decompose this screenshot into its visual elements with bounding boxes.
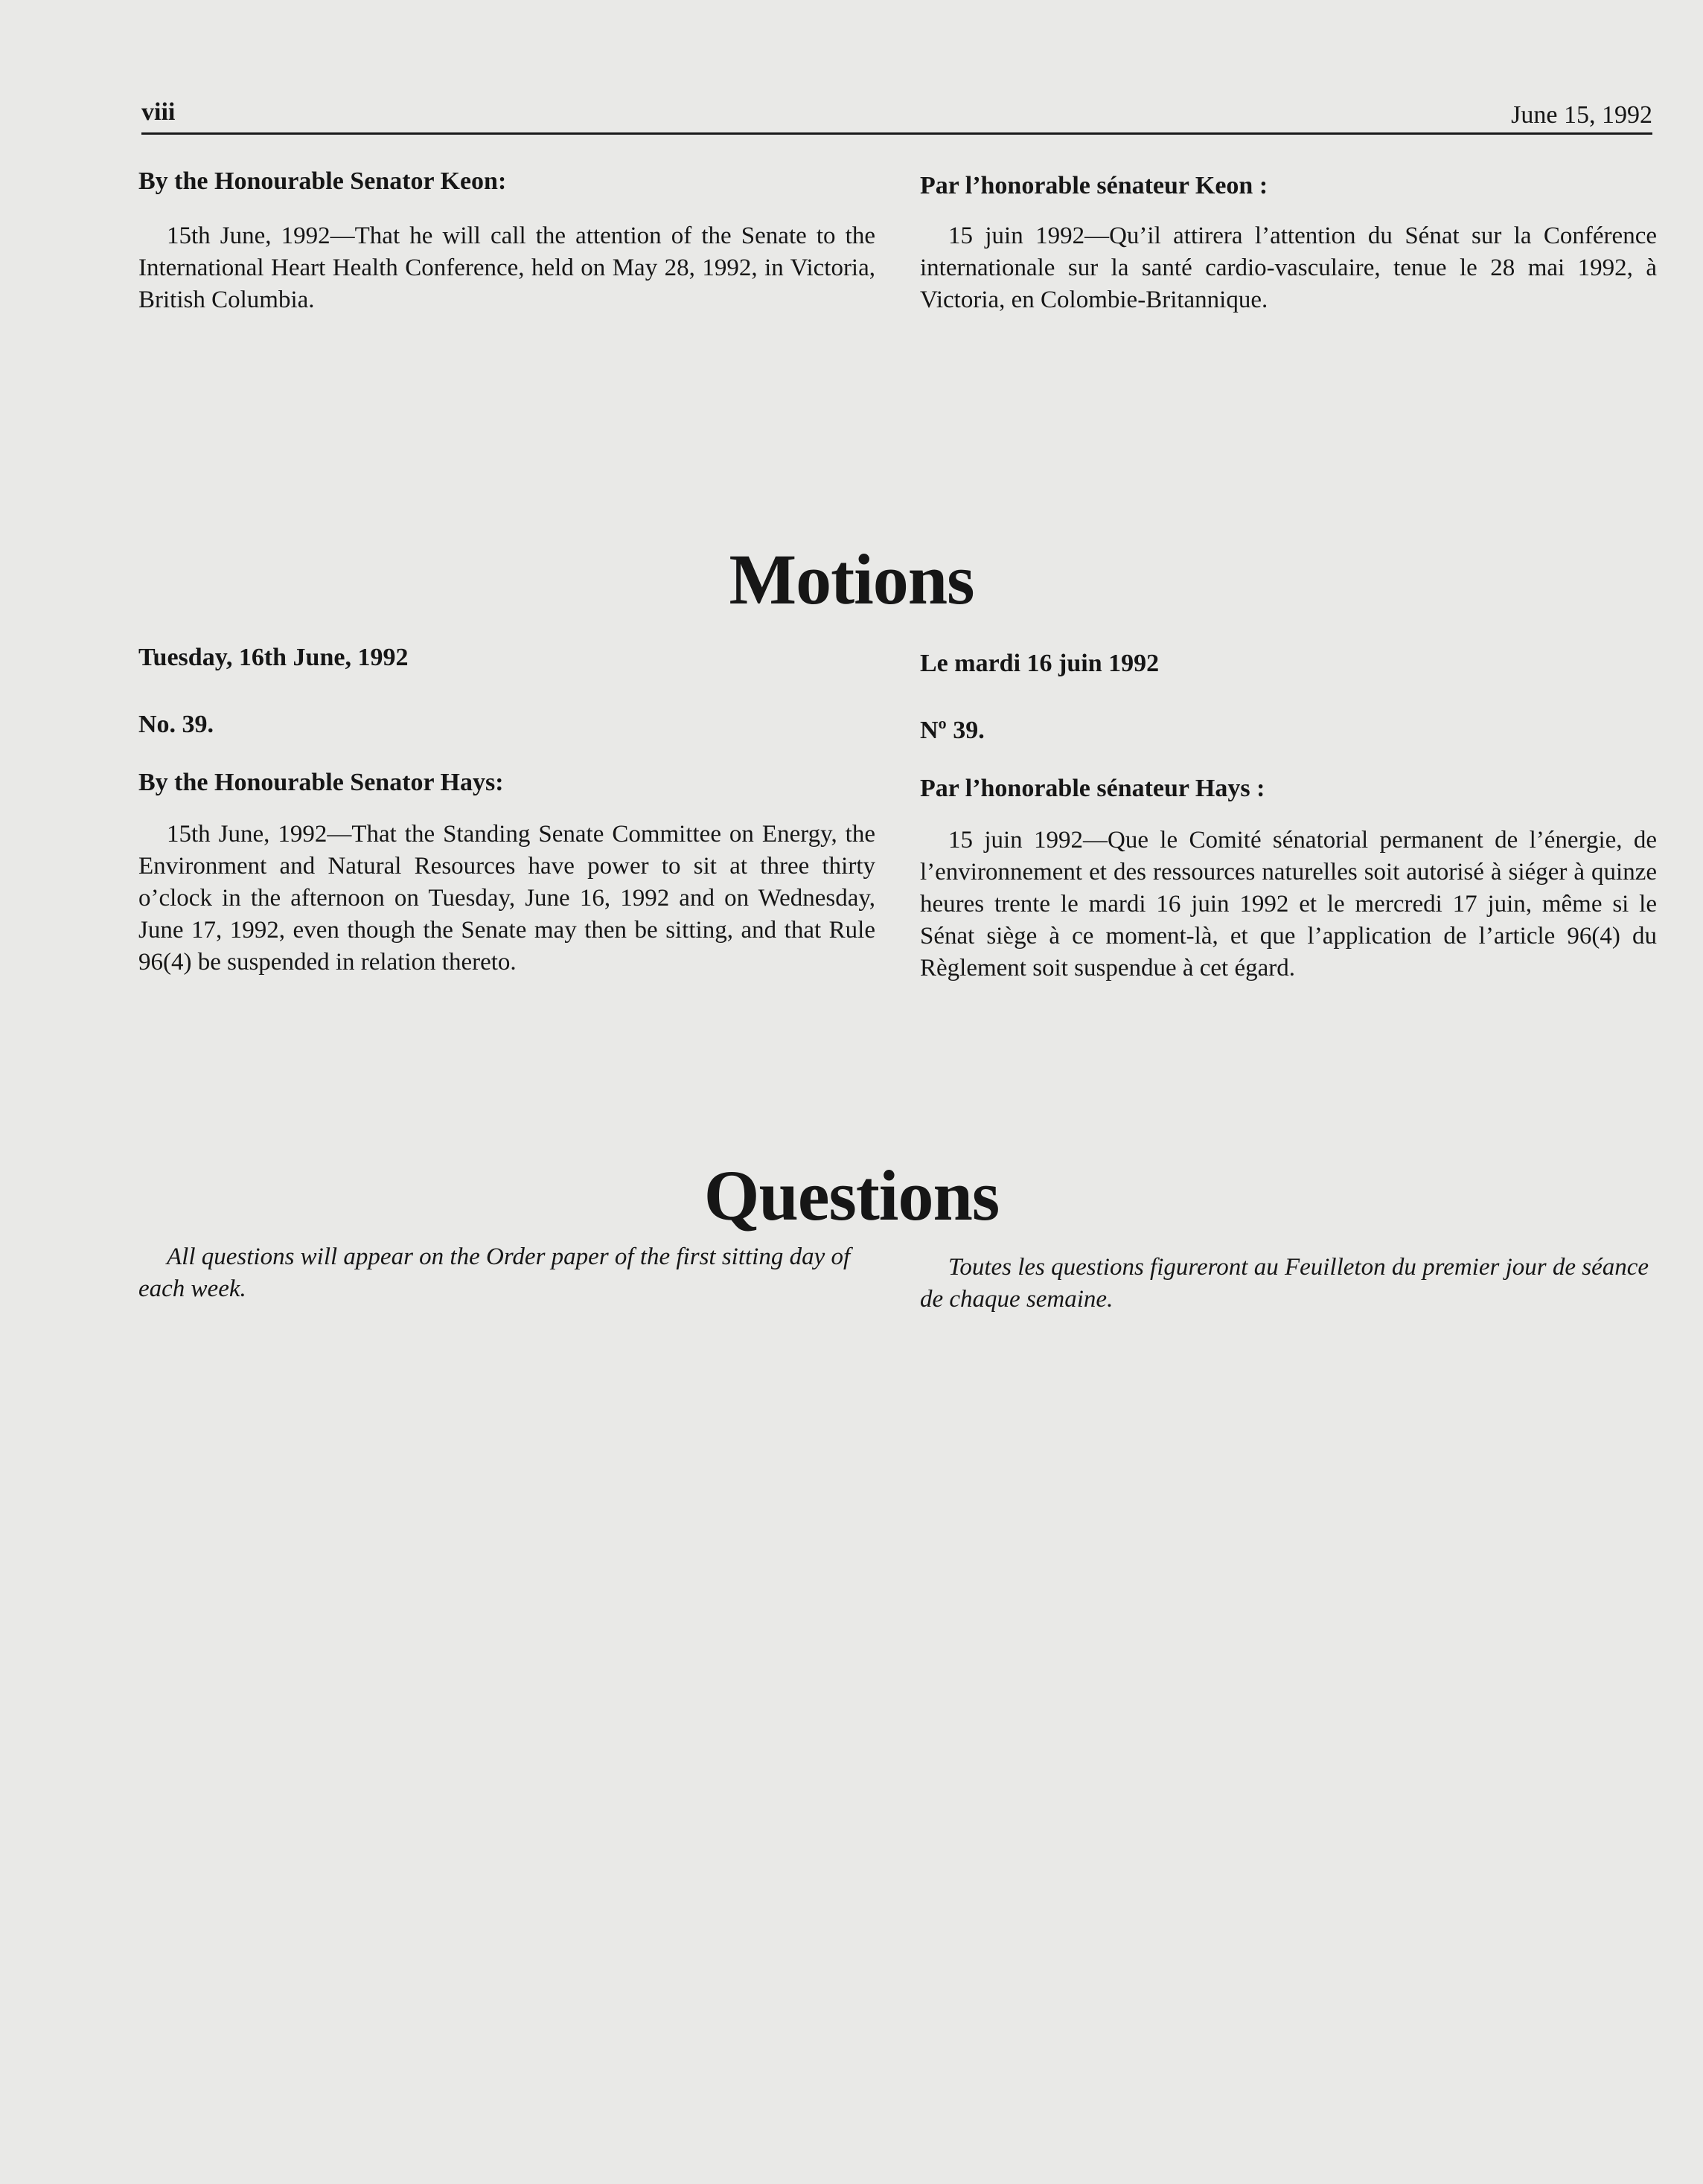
- page-number: viii: [141, 98, 176, 126]
- running-head: [141, 98, 1652, 135]
- motion-heading-fr: Par l’honorable sénateur Hays :: [920, 775, 1265, 802]
- questions-title: Questions: [703, 1156, 1000, 1235]
- motion-date-fr: Le mardi 16 juin 1992: [920, 650, 1160, 677]
- motion-number-fr: Nº 39.: [920, 717, 985, 744]
- questions-note-fr-block: [920, 1252, 1657, 1316]
- motion-text-fr: 15 juin 1992—Que le Comité sénatorial permanent de l’énergie, de l’environnement et des ressources naturelles soit autorisé à siéger à quinze heures trente le mardi 16 juin 1992 et le mercredi 17 juin, même si le Sénat siège à ce moment-là, et que l’application de l’article 96(4) du Règlement soit suspendue à cet égard.: [920, 827, 1657, 981]
- keon-notice-fr: [920, 170, 1657, 316]
- motion-heading-en: By the Honourable Senator Hays:: [138, 769, 504, 796]
- keon-text-fr: 15 juin 1992—Qu’il attirera l’attention du Sénat sur la Conférence internationale sur la santé cardio-vasculaire, tenue le 28 mai 1992, à Victoria, en Colombie-Britannique.: [920, 222, 1657, 313]
- keon-notice-en: [138, 165, 875, 316]
- keon-heading-en: By the Honourable Senator Keon:: [138, 167, 507, 195]
- motion-text-en: 15th June, 1992—That the Standing Senate Committee on Energy, the Environment and Natural Resources have power to sit at three thirty o’clock in the afternoon on Tuesday, June 16, 1992 and on Wednesday, June 17, 1992, even though the Senate may then be sitting, and that Rule 96(4) be suspended in relation thereto.: [138, 821, 875, 976]
- questions-note-en-block: [138, 1241, 875, 1305]
- questions-note-en: All questions will appear on the Order paper of the first sitting day of each week.: [138, 1243, 851, 1302]
- motion-fr: [920, 647, 1657, 984]
- motions-title: Motions: [729, 539, 974, 619]
- questions-note-fr: Toutes les questions figureront au Feuilleton du premier jour de séance de chaque semaine.: [920, 1254, 1649, 1313]
- motion-date-en: Tuesday, 16th June, 1992: [138, 644, 409, 671]
- page-date: June 15, 1992: [1511, 101, 1652, 129]
- motion-en: [138, 641, 875, 979]
- motion-number-en: No. 39.: [138, 711, 214, 738]
- keon-heading-fr: Par l’honorable sénateur Keon :: [920, 172, 1268, 199]
- keon-text-en: 15th June, 1992—That he will call the attention of the Senate to the International Heart Health Conference, held on May 28, 1992, in Victoria, British Columbia.: [138, 222, 875, 313]
